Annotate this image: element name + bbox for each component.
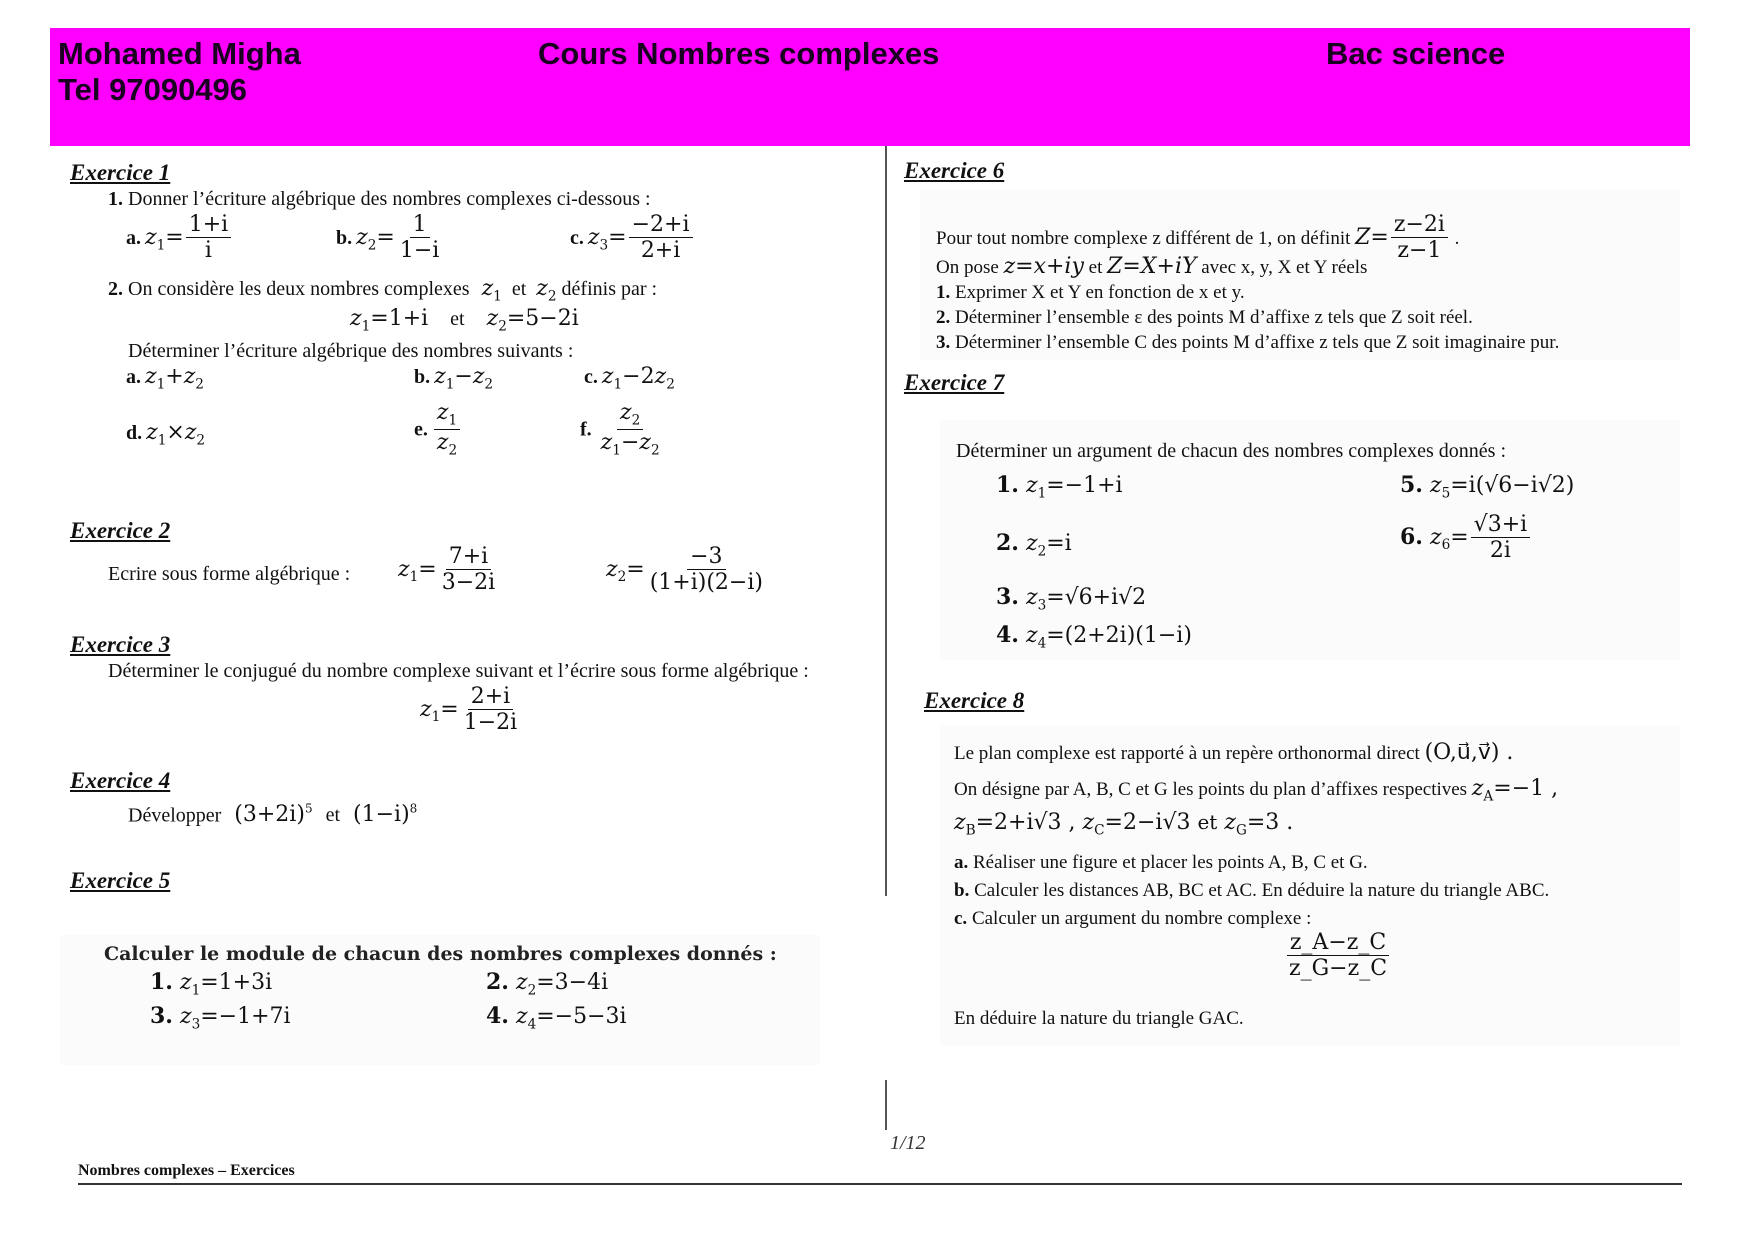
page-number: 1/12 [890,1132,926,1154]
ex6-q3 [936,332,1559,354]
operator: × [166,420,185,445]
exercise-6-title: Exercice 6 [904,158,1005,183]
ex8-qa [954,852,1368,874]
fraction [439,544,498,596]
rhs: =1+3i [200,970,273,995]
subscript: 5 [1441,485,1451,502]
zG: =3 . [1246,810,1294,835]
ex7-item-2: 2. $z_2=i$ [996,530,1072,560]
item-label: e. [414,418,428,441]
exponent: 5 [304,802,313,816]
ex7-box [940,420,1680,660]
ex6-pose: On pose [936,257,999,278]
operator: − [454,364,473,389]
ex1-definitions: $z_1=1+i$ et $z_2=5-2i$ [350,306,579,335]
rhs: =i [1046,531,1072,556]
fraction [1286,930,1390,982]
rhs: =√6+i√2 [1046,585,1147,610]
ex4-line [128,802,417,827]
denominator: 3−2i [441,570,496,596]
denominator: 1−i [399,238,440,264]
item-label: 4. [486,1003,509,1029]
fraction: $\frac{z_1}{z_2}$ [434,400,460,459]
numerator: 1 [410,212,430,238]
var: z [145,224,157,250]
numerator: 2+i [468,684,513,710]
ex1-q1-text: Donner l’écriture algébrique des nombres complexes ci-dessous : [128,188,651,210]
conj-et: et [1088,257,1103,278]
conj-et: et [511,278,527,300]
q-num: b. [954,880,970,901]
numerator: −3 [687,544,725,570]
column-divider-bottom [885,1080,887,1130]
footer-rule [78,1183,1682,1185]
item-label: 3. [150,1003,173,1029]
ex7-item-6: 6. $z_6=$ $\frac{√3+i}{2i}$ [1400,512,1532,564]
exercise-3-title: Exercice 3 [70,632,171,657]
ex6-pose-line [936,254,1367,279]
item-label: b. [414,366,431,388]
ex5-text: Calculer le module de chacun des nombres complexes donnés : [104,943,777,965]
ex1-q1-num: 1. [108,188,123,210]
item-label: 1. [996,472,1019,498]
op-d: d. $z_1\times z_2$ [126,420,206,449]
exercise-2-title: Exercice 2 [70,518,171,543]
fraction [461,684,520,736]
item-label: f. [580,418,592,441]
ex4-expr2: (1−i) [353,802,410,828]
q-num: 2. [936,307,951,328]
zB: =2+i√3 , [975,810,1076,835]
var: z [587,224,600,250]
denominator: 2+i [640,238,681,264]
ex2-text: Ecrire sous forme algébrique : [108,563,351,585]
ex1-item-a: a. $z_1=$ $\frac{1+i}{i}$ [126,212,233,264]
ex5-item-3: 3. $z_3=-1+7i$ [150,1003,291,1033]
ex5-item-4: 4. $z_4=-5-3i$ [486,1003,627,1033]
q-num: a. [954,852,969,873]
item-label: 2. [996,530,1019,556]
exercise-7-title: Exercice 7 [904,370,1005,395]
denominator: 1−2i [463,710,518,736]
operator: − [620,430,640,456]
ex6-intro-line: Pour tout nombre complexe z différent de 1, on définit Z= $\frac{z-2i}{z-1}$ . [936,212,1460,264]
author-phone: Tel 97090496 [58,72,248,107]
fraction: $\frac{z_2}{z_1-z_2}$ [600,400,660,459]
numerator: z_A−z_C [1287,930,1389,956]
subscript: 3 [191,1016,201,1033]
zC: =2−i√3 [1104,810,1191,835]
exercise-4-title: Exercice 4 [70,768,171,793]
ex5-box [60,935,820,1065]
zA: =−1 , [1493,776,1559,801]
q-num: c. [954,908,968,929]
numerator: −2+i [629,212,693,238]
ex7-item-3: 3. $z_3=√6+i√2$ [996,584,1147,614]
q-text: Calculer un argument du nombre complexe : [971,908,1312,929]
ex8-qc [954,908,1311,930]
ex5-item-1: 1. $z_1=1+3i$ [150,969,273,999]
ex1-q2-instruction: Déterminer l’écriture algébrique des nombres suivants : [128,340,574,362]
operator: −2 [622,364,655,389]
op-a: a. $z_1+z_2$ [126,364,204,393]
op-f [580,400,665,459]
ex4-text: Développer [128,804,222,827]
ex6-avec: avec x, y, X et Y réels [1201,257,1368,278]
subscript: 6 [1441,537,1451,554]
subscript: 3 [599,237,609,254]
ex1-item-c: c. $z_3=$ $\frac{-2+i}{2+i}$ [570,212,695,264]
fraction [186,212,231,264]
ex1-q2: 2. On considère les deux nombres complexes $z_1$ et $z_2$ définis par : [108,276,658,305]
ex5-item-2: 2. $z_2=3-4i$ [486,969,609,999]
ex6-intro: Pour tout nombre complexe z différent de 1, on définit [936,227,1351,249]
q-text: Déterminer l’ensemble ε des points M d’affixe z tels que Z soit réel. [955,307,1473,328]
denominator: 2i [1489,538,1511,564]
subscript: 3 [1037,597,1047,614]
ex1-q2-text-b: définis par : [561,278,658,300]
item-label: 1. [150,969,173,995]
var: z [356,224,368,250]
numerator: √3+i [1471,512,1531,538]
exercise-5-title: Exercice 5 [70,868,171,893]
denominator: (1+i)(2−i) [649,570,763,596]
exercise-8-title: Exercice 8 [924,688,1025,713]
denominator: z−1 [1397,238,1442,264]
ex6-q2 [936,307,1473,329]
ex1-q1-items [126,212,746,272]
numerator: 7+i [446,544,491,570]
ex3-text: Déterminer le conjugué du nombre complexe suivant et l’écrire sous forme algébrique : [108,660,809,682]
rhs: =i(√6−i√2) [1450,473,1575,498]
ex1-q2-text-a: On considère les deux nombres complexes [128,278,470,300]
z-def: z=x+iy [1003,254,1084,279]
ex4-expr1: (3+2i) [234,802,305,828]
Z-def: Z=X+iY [1107,254,1197,279]
subscript: 2 [367,237,377,254]
item-label: c. [570,226,584,249]
ex8-fraction [1284,930,1392,982]
rhs: =−5−3i [536,1004,627,1029]
op-e [414,400,462,459]
ex8-l2: On désigne par A, B, C et G les points du plan d’affixes respectives [954,779,1468,800]
ex8-affixes: $z_B=2+i√3$ , $z_C=2-i√3$ et $z_G=3$ . [954,810,1294,839]
exercise-1-title: Exercice 1 [70,160,171,185]
item-label: 3. [996,584,1019,610]
var: z [536,276,548,301]
ex7-text: Déterminer un argument de chacun des nombres complexes donnés : [956,440,1507,462]
subscript: 4 [527,1016,537,1033]
ex7-item-5: 5. $z_5=i(√6-i√2)$ [1400,472,1575,502]
ex8-line2: On désigne par A, B, C et G les points du plan d’affixes respectives $z_A=-1$ , [954,776,1559,805]
fraction [1471,512,1531,564]
ex6-q1 [936,282,1245,304]
ex6-box [920,190,1680,360]
header-banner [50,28,1690,146]
conj-et: et [450,308,465,330]
footer-text: Nombres complexes – Exercices [78,1162,295,1179]
q-text: Calculer les distances AB, BC et AC. En déduire la nature du triangle ABC. [974,880,1550,901]
item-label: 4. [996,622,1019,648]
q-text: Réaliser une figure et placer les points A, B, C et G. [973,852,1368,873]
ex8-last: En déduire la nature du triangle GAC. [954,1008,1244,1029]
item-label: a. [126,366,141,388]
def-z1: =1+i [370,306,429,331]
ex8-repere: (O,u⃗,v⃗) . [1424,740,1514,765]
subscript: 2 [527,982,537,999]
item-label: d. [126,422,143,444]
rhs: =3−4i [536,970,609,995]
q-num: 3. [936,332,951,353]
ex8-qb [954,880,1549,902]
var: z [481,276,494,301]
subscript: 1 [156,237,166,254]
subscript: 1 [191,982,201,999]
item-label: b. [336,226,353,249]
ex1-q1 [108,188,651,211]
subscript: 2 [1037,543,1047,560]
item-label: 2. [486,969,509,995]
q-num: 1. [936,282,951,303]
fraction [647,544,766,596]
conj-et: et [1197,810,1218,834]
ex1-q2-num: 2. [108,278,123,300]
course-level: Bac science [1326,36,1506,71]
ex3-z1: $z_1=$ $\frac{2+i}{1-2i}$ [420,684,522,736]
item-label: a. [126,226,141,249]
def-z2: =5−2i [506,306,579,331]
ex8-l1: Le plan complexe est rapporté à un repère orthonormal direct [954,743,1420,764]
op-c: c. $z_1-2z_2$ [584,364,675,393]
ex2-z1: $z_1=$ $\frac{7+i}{3-2i}$ [398,544,500,596]
rhs: =(2+2i)(1−i) [1046,623,1192,648]
author-name: Mohamed Migha [58,36,301,71]
denominator: z_G−z_C [1289,956,1388,982]
ex2-z2: $z_2=$ $\frac{-3}{(1+i)(2-i)}$ [606,544,768,596]
ex8-box [940,726,1680,1046]
rhs: =−1+i [1046,473,1123,498]
denominator: i [204,238,212,264]
course-title: Cours Nombres complexes [538,36,940,71]
ex8-line1 [954,740,1513,765]
item-label: 6. [1400,523,1423,550]
subscript: 4 [1037,635,1047,652]
exponent: 8 [409,802,418,816]
ex7-item-1: 1. $z_1=-1+i$ [996,472,1123,502]
q-text: Déterminer l’ensemble C des points M d’affixe z tels que Z soit imaginaire pur. [955,332,1560,353]
item-label: 5. [1400,472,1423,498]
op-b: b. $z_1-z_2$ [414,364,494,393]
numerator: z−2i [1391,212,1448,238]
operator: + [165,364,184,389]
ex1-q2-ops [126,364,766,474]
subscript: 1 [1037,485,1047,502]
rhs: =−1+7i [200,1004,291,1029]
ex7-item-4: 4. $z_4=(2+2i)(1-i)$ [996,622,1192,652]
column-divider [885,146,887,896]
numerator: 1+i [186,212,231,238]
fraction [397,212,442,264]
fraction [1391,212,1448,264]
q-text: Exprimer X et Y en fonction de x et y. [955,282,1245,303]
fraction [629,212,693,264]
item-label: c. [584,366,598,388]
conj-et: et [325,804,341,827]
ex1-item-b: b. $z_2=$ $\frac{1}{1-i}$ [336,212,444,264]
